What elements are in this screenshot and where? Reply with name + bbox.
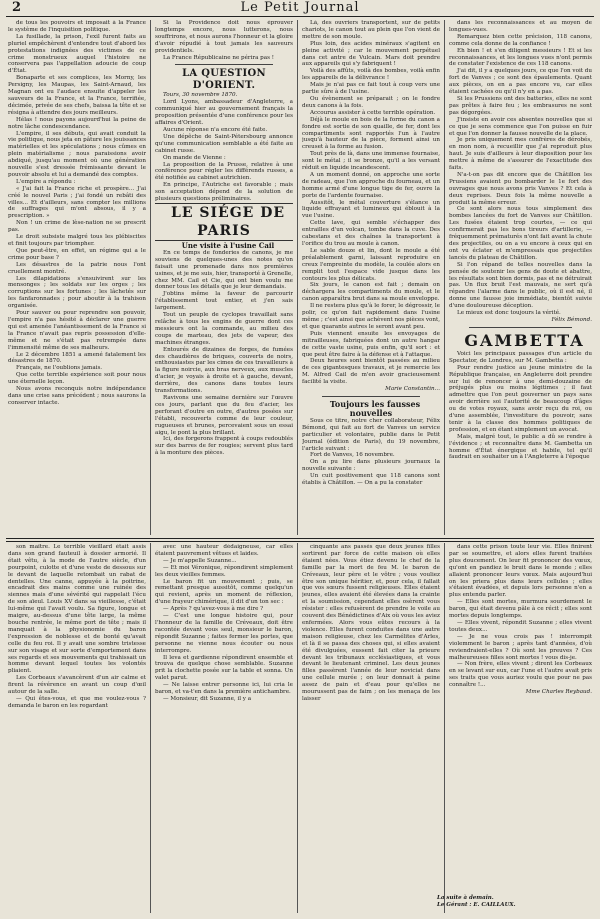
paragraph: — Elles vivent, répondit Suzanne ; elles vivent toutes deux... [449,619,592,633]
paragraph: Une dépêche de Saint-Pétersbourg annonce qu'une communication semblable a été faite au cabinet russe. [155,133,293,154]
paragraph: Pour sauver ou pour reprendre son pouvoir, l'empire n'a pas hésité à déclarer une guerre qui est amenée l'anéantissement de la France si la France n'avait pas repris possession d'elle-même et ne s'était pas retrempée dans l'immensité même de ses malheurs. [8,310,146,351]
paragraph: J'ai dit, il y a quelques jours, ce que l'on voit du fort de Vanves ; ce sont des épaulements. Quant aux pièces, on en a pas encore vu, car elles étaient cachées ou qu'il n'y en a pas. [449,68,592,96]
article-column-1 [8,20,146,535]
paragraph: Nous avons reconquis notre indépendance dans une crise sans précédent ; nous saurons la conserver intacte. [8,386,146,406]
paragraph: En ce temps de fonderies de canons, je me souviens de quelques-unes des notes qu'on faisait une promenade dans nos premières usines, et je me suis, hier, transporté à Grenelle, chez MM. Cail et Cie, qui ont bien voulu me donner tous les détails que je leur demandais. [155,249,293,291]
column-rule [444,543,445,913]
paragraph: Pour rendre justice au jeune ministre de la République française, en Angleterre doit prendre sur lui de renoncer à une demi-douzaine de préjugés plus ou moins légitimes ; il faut admettre que l'on peut gouverner un pays sans avoir derrière soi l'autorité de beaucoup d'âges ou de votes royaux, sans avoir reçu du roi, ou d'une assemblée, l'investiture du pouvoir, sans tenir à la classe des hommes politiques de profession, et en étant simplement un avocat. [449,364,592,433]
paragraph: — Et moi Véronique, répondirent simplement les deux vieilles femmes. [155,564,293,578]
paragraph: Lord Lyons, ambassadeur d'Angleterre, a communiqué hier au gouvernement français la proposition présentée d'une conférence pour les affaires d'Orient. [155,99,293,127]
paragraph: Ou évènement se préparait ; on le fondre deux canons à la fois. [302,95,440,109]
column-rule [297,543,298,913]
paragraph: Six jours, le canon est fait ; demain on déchargera les compartiments du moule, et le canon apparaîtra brut dans sa moule enveloppe. [302,282,440,303]
paragraph: Fort de Vanves, 16 novembre. [310,452,395,459]
page-number: 2 [12,0,22,15]
paragraph: Accourus assister à cette terrible opération. [310,109,436,116]
paragraph: Les dilapidations s'ensuivirent sur les mensonges ; les soldats sur les orges ; les corruptions sur les fortunes ; les lâchetés sur les fanfaronnades ; pour aboutir à la trahison organisée. [8,275,146,310]
paragraph: Mais je n'ai pas ce fait tout à coup vers une partie sûre à de l'usine. [302,82,440,96]
feuilleton-column-1 [8,544,146,914]
column-rule [297,20,298,535]
paragraph: « J'ai fait la France riche et prospère... J'ai créé le nouvel Paris ; j'ai fondé un rebâti des villes... Et d'ailleurs, sans compter les millions de suffrages qui m'ont absous, il y a prescription. » [8,185,146,220]
col4-body [449,20,592,317]
paragraph: En principe, l'Autriche est favorable ; mais son acceptation dépend de la solution de plusieurs questions préliminaires. [155,182,293,203]
paragraph: Le sable douze et lin, dont le moule a été préalablement garni, laissant reproduire en creux l'empreinte du modèle, la coulée alors en remplit tout l'espace vide jusque dans les contours les plus délicats. [302,247,440,282]
paragraph: Les Corbeaux s'avancèrent d'un air calme et firent la révérence en avant un coup d'œil autour de la salle. [8,675,146,696]
paragraph: Si la Providence doit nous éprouver longtemps encore, nous lutterons, nous souffrirons, et nous aurons l'honneur et la gloire d'avoir répudié à tout jamais les sauveurs providentiels. [155,20,293,54]
section-title-fausses-nouvelles: Toujours les fausses nouvelles [329,398,421,418]
feuilleton-column-4 [449,544,592,892]
paragraph: La fusillade, la prison, l'exil furent faits au pluriel empêchèrent d'entendre tout d'abord les protestations indignées des victimes de ce crime monstrueux auquel l'histoire ne conservera pas l'appellation adoucie de coup d'État. [8,33,146,75]
paragraph: — Non frère, elles vivent ; dirent les Corbeaux en se levant sur eux, car l'une et l'autre avait pris ses traits que vous auriez voulu que pour ne pas connaître !... [449,661,592,689]
col1-body [8,20,146,407]
paragraph: Aucune réponse n'a encore été faite. [163,126,268,133]
paragraph: On a pu lire dans plusieurs journaux la nouvelle suivante : [302,459,440,473]
paragraph: Deux heures sont bientôt passées au milieu de ces gigantesques travaux, et je remercie les M. Alfred Cail de m'en avoir gracieusement facilité la visite. [302,358,440,386]
paragraph: — Elles sont mortes, murmura sourdement le baron, qui était devenu pâle à ce récit ; elles sont mortes depuis longtemps. [449,599,592,620]
paragraph: La France Républicaine ne périra pas ! [163,54,274,61]
paragraph: Il ne restera plus qu'à le forer, le dégrossir, le polir, ce qu'on fait rapidement dans l'usine même ; c'est ainsi que achèvent nos pièces vont, et que quarante autres le seront avant peu. [302,303,440,330]
paragraph: Plus loin, des acides minéraux s'agitent en pleine activité ; car le mouvement perpétuel dans cet antre de Vulcain. Mars doit prendre aux appareils qui s'y fabriquent ! [302,40,440,68]
paragraph: Ici, des forgerons frappent à coups redoublés sur des barres de fer rougies; servent plus tard à la monture des pièces. [155,436,293,457]
feuilleton-author: Mme Charles Reybaud. [525,689,592,696]
to-be-continued: La suite à demain. [437,895,494,901]
feuilleton-col1-body [8,544,146,710]
feuilleton-col2-body [155,544,293,703]
paragraph: Tout près de là, dans une immense fournaise, sont le métal ; il se bronze, qu'il a les versant réduit en liquide incandescent. [302,151,440,172]
paragraph: Si l'on répand de telles nouvelles dans la pensée de soutenir les gens de doute et abattre, les résultats sont bien dormis, pas et ne détruirait pas. Un flux bruit l'est mauvais, ne sert qu'à répandre l'alarme dans le public, où il est né, il donne une fausse joie immédiate, bientôt suivie d'une douloureuse déception. [449,261,592,310]
paragraph: Hélas ! nous payons aujourd'hui la peine de notre lâche condescendance. [8,116,146,130]
page-footer [437,895,587,909]
paragraph: Le baron fit un mouvement ; puis, se remettant presque aussitôt, comme quelqu'un qui revient, après un moment de réflexion, d'une frayeur chimérique, il dit d'un ton sec : [155,578,293,606]
paragraph: Tout un peuple de cyclopes travaillait sans relâche à tous les engins de guerre dont ces messieurs ont la commande, au milieu des coups de marteau, des jets de vapeur, des machines étranges. [155,312,293,346]
page-header [6,0,594,17]
paragraph: L'empire a répondu : [16,178,76,185]
paragraph: Aussitôt, le métal couverture s'élance un liquide effrayant et lumineux qui éblouit à la vue l'usine. [302,199,440,220]
paragraph: Je pris uniquement mes confrères de dérobés, en mon nom, à recueillir que j'ai reproduit plus haut. Je suis d'ailleurs à leur disposition pour les mettre à même de s'assurer de l'exactitude des faits. [449,137,592,172]
paragraph: Que cette terrible expérience soit pour nous une éternelle leçon. [8,372,146,386]
paragraph: On mande de Vienne : [163,154,226,161]
paragraph: Puis viennent ensuite les envoyages de mitrailleuses, fabriquées dont un autre hangar de cette vaste usine, puis enfin, qu'il sort : et que peut être faire à la défense et à l'attaque. [302,330,440,358]
paragraph: — Après ? qu'avez-vous à me dire ? [163,606,264,613]
separator [469,327,572,328]
subheadline-usine-cail: Une visite à l'usine Cail [181,240,275,250]
article-column-4 [449,20,592,535]
paragraph: J'obtins même la faveur de parcourir l'établissement tout entier, et j'en sais largement. [155,291,293,312]
paragraph: Le droit subsiste malgré tous les plébiscites et finit toujours par triompher. [8,234,146,247]
paragraph: Cette lave, qui semble s'échapper des entrailles d'un volcan, tombe dans la cuve. Des cabestans et des chaînes la transportent à l'orifice du trou au moule à canon. [302,220,440,247]
feuilleton-col3-body [302,544,440,703]
column-rule [150,20,151,535]
paragraph: Non ! un crime de lèse-nation ne se prescrit pas. [8,220,146,234]
paragraph: — Ne laisse entrer personne ici, lui cria le baron, et va-t'en dans la première antichambre. [155,682,293,696]
paragraph: La proposition de la Prusse, relative à une conférence pour régler les différends russes, a été notifiée au cabinet autrichien. [155,161,293,182]
paragraph: Français, ne l'oublions jamais. [16,365,103,372]
col2-siege-body [155,250,293,457]
feuilleton-divider [6,538,594,542]
paragraph: Si les Prussiens ont des batteries, elles ne sont pas prêtes à faire feu ; les embrasures ne sont pas dégorgées. [449,95,592,116]
signature: Félix Bémond. [551,316,592,323]
feuilleton-column-3 [302,544,440,914]
paragraph: de tous les pouvoirs et imposait à la France le système de l'inquisition politique. [8,20,146,33]
paragraph: avec une hauteur dédaigneuse, car elles étaient pauvrement vêtues et laides. [155,544,293,557]
paragraph: L'empire, il ses débuts, qui avait conduit la vie politique, nous jeta en pâture les jouissances matérielles et les spéculations ; nous cûmes en plein matérialisme ; nous paraissions avoir abdiqué, jusqu'au moment où une génération nouvelle s'est dressée frémissante devant le pouvoir absolu et lui a demandé des comptes. [8,130,146,178]
paragraph: Là, des ouvriers transportent, sur de petits chariots, le canon tout au plein que l'on vient de mettre de son moule. [302,20,440,40]
paragraph: Ravivons une semaine dernière sur l'œuvre ces jours, parlant que du feu d'acier, les perforant d'outre en outre, d'autres posées sur l'établi, recouverts comme de leur couleur, rugueuses et brunes, percevaient sous un essai aigu, le pont la plus brillant. [155,394,293,436]
paragraph: Un cuit positivement que 118 canons sont établis à Châtillon. — On a pu la constater [302,473,440,487]
paragraph: Eh bien ! et s'en diligent messieurs ! Et si les reconnaissances, et les longues vues n'ont permis de constater l'existence de ces 118 canons. [449,47,592,68]
paragraph: Sous ce titre, notre cher collaborateur, Félix Bémond, qui fait au fort de Vanves un service particulier et volontaire, publie dans le Petit Journal (édition de Paris), du 19 novembre, l'article suivant : [302,417,440,452]
paragraph: Que peut-être, en effet, un régime qui a le crime pour base ? [8,247,146,261]
paragraph: — Je ne vous crois pas ! interrompit violemment le baron ; après tant d'années, d'où reviendraient-elles ? Où sont les preuves ? Ces malheureuses filles sont mortes ! vous dis-je. [449,633,592,661]
masthead: Le Petit Journal [240,0,360,15]
article-column-3 [302,20,440,535]
paragraph: Mais, malgré tout, le public a dû se rendre à l'évidence ; et reconnaître dans M. Gambetta un homme d'État énergique et habile, tel qu'il faudrait en souhaiter un à l'Angleterre à l'époque [449,433,592,461]
paragraph: Le mieux est donc toujours la vérité. [457,310,561,317]
feuilleton-column-2 [155,544,293,914]
paragraph: cinquante ans passés que deux jeunes filles sortirent par force de cette maison où elles étaient nées. Vous étiez devenu le chef de la famille par la mort de feu M. le baron de Créveaux, leur père et le vôtre ; vous vouliez être son unique héritier, et, pour cela, il fallait que vos sœurs fussent religieuses. Elles étaient jeunes, elles avaient été élevées dans la crainte et la soumission, cependant elles osèrent vous résister : elles refusèrent de prendre le voile au couvent des Bénédictines d'Aix où vous les aviez enfermées. Alors vous eûtes recours à la violence. Elles furent conduites dans une autre maison religieuse, chez les Carmélites d'Arles, et là il se passa des choses qui, si elles avaient été divulguées, eussent fait citer la prieure devant les tribunaux ecclésiastiques, et vous devant le lieutenant criminel. Les deux jeunes filles passèrent l'année de leur noviciat dans une cellule murée ; on leur donnait à peine assez de pain et d'eau pour qu'elles ne mourussent pas de faim ; on les menaça de les laisser [302,544,440,702]
paragraph: N'a-t-on pas dit encore que de Châtillon les Prussiens avaient pu bombarder le 1e fort des ouvrages que nous avons pris Vanves ? Et cela à deux reprises. Deux fois la même nouvelle a produit la même erreur. [449,171,592,206]
paragraph: J'insiste en avoir ces absentes nouvelles que si ce que je sens commence que l'on puisse en fuir et que l'on donner la fausse nouvelle de la place. [449,116,592,137]
feuilleton-col4-body [449,544,592,689]
paragraph: Bonaparte et ses complices, les Morny, les Persigny, les Maupas, les Saint-Arnaud, les Magnan ont eu l'audace ensuite d'appeler les sauveurs de la France, et la France, terrifiée, décimée, privée de ses chefs, baissa la tête et se résigna à attendre des jours meilleurs. [8,75,146,116]
paragraph: Déjà le moule en bois de la forme du canon a fondre est sortie de son quaille, de fer, dont les compartiments sont rapportés l'un à l'autre jusqu'à hauteur de la pièce, forment ainsi un creuset à la forme au fusion. [302,116,440,151]
signature: Marie Constantin... [385,386,440,393]
paragraph: Remarquez bien cette précision, 118 canons, comme cela donne de la confiance ! [449,33,592,47]
col3-body [302,20,440,386]
article-column-2 [155,20,293,535]
separator [175,64,273,65]
paragraph: Le 2 décembre 1851 a amené fatalement les désastres de 1870. [8,351,146,365]
gerant-line: Le Gérant : E. CAILLAUX. [437,902,516,908]
col2-orient-body [155,99,293,203]
paragraph: dans les reconnaissances et au moyen de longues-vues. [449,20,592,33]
paragraph: Il leva et gardienne répondirent ensemble et trouva de quelque chose semblable. Suzanne prit la clochette posée sur la table et sonna. Un valet parut. [155,654,293,682]
paragraph: dans cette prison toute leur vie. Elles finirent par se soumettre, et alors elles furent traitées plus doucement. On leur fit prononcer des vœux, qu'ont en pandiez le bruit dans le monde ; elles allaient prononcer leurs vœux. Mais aujourd'hui on les priera plus dans leurs cellules ; elles s'étaient évadées, et depuis lors personne n'en a plus entendu parler. [449,544,592,599]
paragraph: Voici les principaux passages d'un article du Spectator, de Londres, sur M. Gambetta : [449,350,592,364]
section-title-orient: LA QUESTION D'ORIENT. [182,68,266,92]
section-title-gambetta: GAMBETTA [464,330,585,350]
paragraph: — Qui êtes-vous, et que me voulez-vous ? demanda le baron en les regardant [8,695,146,709]
col3-fausses-body [302,418,440,487]
paragraph: son maître. Le terrible vieillard était assis dans son grand fauteuil à dossier armorié. Il était vêtu, à la mode de l'autre siècle, d'un pourpoint, culotte et d'une veste de dessous sur le devant de laquelle retombait un rabat de dentelles. Une canne, appuyée à la poitrine, encadrait des mains comme une ruinée des siennes mais d'une sévérité qui rappelait l'écu de son aïeul. Louis XV dans sa vieillesse, c'était lui-même qui l'avait voulu. Sa figure, longue et maigre, au-dessus d'une tête large, la même bouche rentrée, le même port de tête ; mais il manquait à la physionomie du baron l'expression de noblesse et de bonté qu'avait celle du feu roi. Il y avait une sombre tristesse sur son visage et sur sorte d'emportement dans ses regards et ses mouvements qui trahissait un homme devant lequel toutes les volontés pliaient. [8,544,146,675]
paragraph: — Je m'appelle Suzanne... [163,557,237,564]
paragraph: A un moment donné, on approche une sorte de radeau, que l'on approche du fourneau, et un homme armé d'une longue tige de fer, ouvre la porte de l'ardente fournaise. [302,171,440,199]
headline-siege-de-paris: LE SIÉGE DE PARIS [155,203,293,241]
col2-intro [155,20,293,61]
column-rule [150,543,151,913]
paragraph: Voilà des affûts, voilà des bombes, voilà enfin les appareils de la délivrance ! [302,68,440,82]
column-rule [444,20,445,535]
separator [322,396,420,397]
dateline: Tours, 30 novembre 1870. [163,92,238,99]
paragraph: Les désastres de la patrie nous l'ont cruellement montré. [8,261,146,275]
col4-gambetta-body [449,351,592,462]
paragraph: — Monsieur, dit Suzanne, il y a [163,695,252,702]
paragraph: Entourés de dizaines de forges, de fumées des chaudières de briques, couverts de noirs, enthousiastes par les cimes de ces travailleurs à la figure noircie, aux bras nerveux, aux muscles d'acier, je voyais à droite et à gauche, devant, derrière, des canons dans toutes leurs transformations. [155,346,293,395]
paragraph: Ce sont alors nous tous simplement des bombes lancées du fort de Vanves sur Châtillon. Les fusées étaient trop courtes, — ce qui confirmerait pas les bons tireurs d'artillerie, — fréquemment prématurés n'ont fait avant la chute des projectiles, ou on a vu encore à ceux qui en ont vu éclater et m'empressais que projectiles lancés du plateau de Châtillon. [449,206,592,261]
paragraph: — C'est une longue histoire qui, pour l'honneur de la famille de Créveaux, doit être racontée devant vous seul, monsieur le baron, répondit Suzanne ; faites fermer les portes, que personne ne vienne nous écouter ou nous interrompre. [155,613,293,654]
